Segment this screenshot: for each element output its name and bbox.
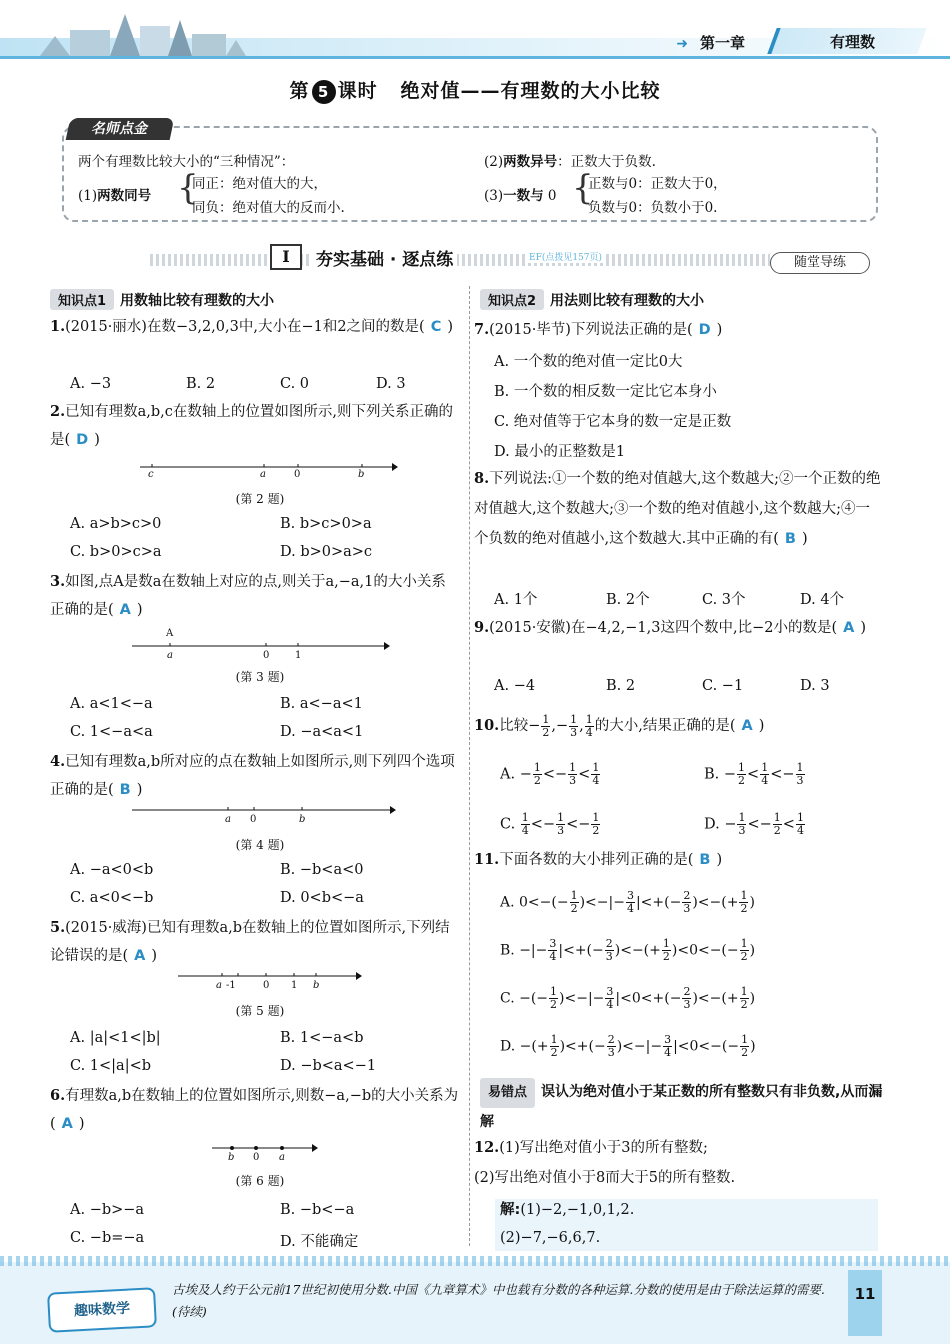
q5-label-am1: -1 bbox=[226, 980, 236, 991]
q5-number: 5. bbox=[50, 919, 66, 936]
case1-b: 同负：绝对值大的反而小. bbox=[192, 200, 345, 216]
q11-number: 11. bbox=[474, 851, 500, 868]
solution-line-1 bbox=[500, 1196, 634, 1224]
header-rule bbox=[0, 56, 950, 59]
q9-opt-d: D. 3 bbox=[800, 678, 830, 694]
case2-text: ：正数大于负数. bbox=[557, 154, 656, 170]
q8-answer: B bbox=[784, 531, 796, 547]
section-banner-bar bbox=[150, 254, 770, 266]
q9-answer: A bbox=[843, 620, 855, 636]
question-5: 5.(2015·威海)已知有理数a,b在数轴上的位置如图所示,下列结论错误的是( A ) bbox=[50, 919, 450, 964]
q3-label-A: A bbox=[166, 628, 174, 639]
q11-opt-a: A. 0<−(− $\frac{1}{2}$ )<−|− $\frac{3}{4}$ |<+(− $\frac{2}{3}$ )<−(+ $\frac{1}{2}$ ) bbox=[500, 889, 755, 915]
q2-label-a: a bbox=[260, 469, 266, 480]
arrow-icon: ➜ bbox=[676, 36, 688, 52]
q8-opt-a: A. 1个 bbox=[494, 592, 538, 608]
question-12 bbox=[474, 1134, 884, 1162]
case1-a: 同正：绝对值大的大， bbox=[192, 176, 327, 192]
q4-label-b: b bbox=[299, 814, 306, 825]
case3-a: 正数与0：正数大于0， bbox=[588, 176, 727, 192]
q5-opt-b: B. 1<−a<b bbox=[280, 1030, 364, 1046]
q2-label-b: b bbox=[358, 469, 365, 480]
page-number: 11 bbox=[848, 1270, 882, 1336]
q2-label-c: c bbox=[148, 469, 154, 480]
lesson-title: 绝对值——有理数的大小比较 bbox=[400, 80, 661, 102]
q6-label-a: a bbox=[279, 1152, 285, 1163]
q6-label-0: 0 bbox=[253, 1152, 260, 1163]
q2-caption: (第 2 题) bbox=[235, 492, 285, 506]
q12-number: 12. bbox=[474, 1139, 500, 1156]
q7-opt-c: C. 绝对值等于它本身的数一定是正数 bbox=[494, 414, 732, 430]
q9-opt-b: B. 2 bbox=[606, 678, 636, 694]
tips-intro: 两个有理数比较大小的“三种情况”： bbox=[78, 154, 295, 170]
q7-opt-b: B. 一个数的相反数一定比它本身小 bbox=[494, 384, 717, 400]
section-title: 夯实基础 · 逐点练 bbox=[312, 245, 457, 270]
question-10: 10.比较− $\frac{1}{2}$ ,− $\frac{1}{3}$ , $\frac{1}{4}$ 的大小,结果正确的是( A ) bbox=[474, 712, 765, 739]
q10-opt-b: B. − $\frac{1}{2}$ < $\frac{1}{4}$ <− $\frac{1}{3}$ bbox=[704, 761, 804, 787]
q8-number: 8. bbox=[474, 470, 490, 487]
q3-number: 3. bbox=[50, 573, 66, 590]
q3-caption: (第 3 题) bbox=[235, 670, 285, 684]
q4-caption: (第 4 题) bbox=[235, 838, 285, 852]
q2-answer: D bbox=[76, 432, 89, 448]
case1-bold: 两数同号 bbox=[97, 188, 152, 204]
q2-opt-a: A. a>b>c>0 bbox=[70, 516, 162, 532]
q2-opt-c: C. b>0>c>a bbox=[70, 544, 162, 560]
q4-label-a: a bbox=[225, 814, 231, 825]
question-3: 3.如图,点A是数a在数轴上对应的点,则关于a,−a,1的大小关系正确的是( A ) bbox=[50, 573, 446, 618]
q6-opt-c: C. −b=−a bbox=[70, 1230, 145, 1246]
case3-b: 负数与0：负数小于0. bbox=[588, 200, 718, 216]
section-ref: EF(点拨见157页) bbox=[526, 250, 605, 263]
q3-answer: A bbox=[119, 602, 131, 618]
q6-text: 有理数a,b在数轴上的位置如图所示,则数−a,−b的大小关系为( bbox=[50, 1088, 459, 1132]
tips-case3 bbox=[484, 184, 557, 204]
q8-text: 下列说法:①一个数的绝对值越大,这个数越大;②一个正数的绝对值越大,这个数越大;③一个数的绝对值越小,这个数越大;④一个负数的绝对值越小,这个数越大.其中正确的有( bbox=[474, 471, 881, 547]
q2-opt-b: B. b>c>0>a bbox=[280, 516, 372, 532]
case3-label: (3) bbox=[484, 188, 504, 204]
q10-tail: 的大小,结果正确的是( bbox=[594, 718, 736, 734]
q3-label-a: a bbox=[167, 650, 173, 661]
q5-opt-d: D. −b<a<−1 bbox=[280, 1058, 377, 1074]
q11-opt-d: D. −(+ $\frac{1}{2}$ )<+(− $\frac{2}{3}$ )<−|− $\frac{3}{4}$ |<0<−(− $\frac{1}{2}$ ) bbox=[500, 1033, 756, 1059]
q4-opt-a: A. −a<0<b bbox=[70, 862, 154, 878]
tips-case2 bbox=[484, 150, 656, 170]
q6-number: 6. bbox=[50, 1087, 66, 1104]
q10-lead: 比较 bbox=[499, 718, 529, 734]
q2-text: 已知有理数a,b,c在数轴上的位置如图所示,则下列关系正确的是( bbox=[50, 404, 454, 448]
q6-opt-b: B. −b<−a bbox=[280, 1202, 355, 1218]
question-2: 2.已知有理数a,b,c在数轴上的位置如图所示,则下列关系正确的是( D ) bbox=[50, 403, 454, 448]
q8-opt-c: C. 3个 bbox=[702, 592, 746, 608]
trap-title: 误认为绝对值小于某正数的所有整数只有非负数,从而漏解 bbox=[480, 1084, 883, 1130]
q4-answer: B bbox=[119, 782, 131, 798]
q10-opt-d: D. − $\frac{1}{3}$ <− $\frac{1}{2}$ < $\frac{1}{4}$ bbox=[704, 811, 804, 837]
q7-number: 7. bbox=[474, 321, 490, 338]
q11-opt-c: C. −(− $\frac{1}{2}$ )<−|− $\frac{3}{4}$ |<0<+(− $\frac{2}{3}$ )<−(+ $\frac{1}{2}$ ) bbox=[500, 985, 756, 1011]
q3-label-0: 0 bbox=[263, 650, 270, 661]
q1-opt-a: A. −3 bbox=[70, 376, 112, 392]
q10-opt-a: A. − $\frac{1}{2}$ <− $\frac{1}{3}$ < $\frac{1}{4}$ bbox=[500, 761, 600, 787]
question-9: 9.(2015·安徽)在−4,2,−1,3这四个数中,比−2小的数是( A ) bbox=[474, 619, 867, 636]
footer-text: 古埃及人约于公元前17世纪初使用分数.中国《九章算术》中也载有分数的各种运算.分数的使用是由于除法运算的需要.(待续) bbox=[172, 1282, 825, 1319]
q1-number: 1. bbox=[50, 318, 66, 335]
question-7: 7.(2015·毕节)下列说法正确的是( D ) bbox=[474, 321, 723, 338]
q6-opt-d: D. 不能确定 bbox=[280, 1234, 359, 1250]
q9-opt-a: A. −4 bbox=[494, 678, 536, 694]
q5-label-1: 1 bbox=[291, 980, 298, 991]
q4-number-line bbox=[132, 802, 398, 818]
q5-caption: (第 5 题) bbox=[235, 1004, 285, 1018]
q7-text: (2015·毕节)下列说法正确的是( bbox=[489, 322, 693, 338]
q1-answer: C bbox=[430, 319, 442, 335]
question-8: 8.下列说法:①一个数的绝对值越大,这个数越大;②一个正数的绝对值越大,这个数越大;③一个数的绝对值越小,这个数越大;④一个负数的绝对值越小,这个数越大.其中正确的有( B ) bbox=[474, 470, 881, 547]
solution-1: (1)−2,−1,0,1,2. bbox=[520, 1202, 635, 1218]
brace-icon: { bbox=[177, 168, 199, 208]
q2-label-0: 0 bbox=[294, 469, 301, 480]
q11-text: 下面各数的大小排列正确的是( bbox=[499, 852, 694, 868]
page-title bbox=[0, 76, 950, 104]
q3-text: 如图,点A是数a在数轴上对应的点,则关于a,−a,1的大小关系正确的是( bbox=[50, 574, 446, 618]
q11-answer: B bbox=[699, 852, 711, 868]
q12-part-a: (1)写出绝对值小于3的所有整数; bbox=[499, 1140, 708, 1156]
kp2-title: 用法则比较有理数的大小 bbox=[550, 293, 705, 309]
case1-label: (1) bbox=[78, 188, 98, 204]
q5-answer: A bbox=[134, 948, 146, 964]
q4-opt-b: B. −b<a<0 bbox=[280, 862, 364, 878]
q10-opt-c: C. $\frac{1}{4}$ <− $\frac{1}{3}$ <− $\frac{1}{2}$ bbox=[500, 811, 600, 837]
footer-wave bbox=[0, 1256, 950, 1266]
q10-number: 10. bbox=[474, 717, 500, 734]
q5-opt-a: A. |a|<1<|b| bbox=[70, 1030, 161, 1046]
tips-case1 bbox=[78, 184, 151, 204]
q10-answer: A bbox=[741, 718, 753, 734]
lesson-number: 5 bbox=[312, 80, 336, 104]
q9-text: (2015·安徽)在−4,2,−1,3这四个数中,比−2小的数是( bbox=[489, 620, 838, 636]
q4-label-0: 0 bbox=[250, 814, 257, 825]
tips-tab: 名师点金 bbox=[66, 118, 175, 140]
q9-opt-c: C. −1 bbox=[702, 678, 744, 694]
case2-bold: 两数异号 bbox=[503, 154, 558, 170]
kp2-tag: 知识点2 bbox=[480, 289, 544, 310]
case3-bold: 一数与 bbox=[503, 188, 544, 204]
q1-opt-d: D. 3 bbox=[376, 376, 406, 392]
q5-label-a: a bbox=[216, 980, 222, 991]
lesson-suffix: 课时 bbox=[337, 80, 378, 102]
q8-opt-b: B. 2个 bbox=[606, 592, 650, 608]
column-divider bbox=[469, 286, 470, 1246]
q6-answer: A bbox=[61, 1116, 73, 1132]
q9-number: 9. bbox=[474, 619, 490, 636]
fun-math-badge: 趣味数学 bbox=[47, 1287, 157, 1333]
q5-label-b: b bbox=[313, 980, 320, 991]
trap-heading bbox=[480, 1078, 884, 1136]
q4-opt-d: D. 0<b<−a bbox=[280, 890, 364, 906]
q4-text: 已知有理数a,b所对应的点在数轴上如图所示,则下列四个选项正确的是( bbox=[50, 754, 455, 798]
q3-opt-d: D. −a<a<1 bbox=[280, 724, 364, 740]
q5-label-0: 0 bbox=[263, 980, 270, 991]
q5-opt-c: C. 1<|a|<b bbox=[70, 1058, 152, 1074]
subject-label: 有理数 bbox=[829, 33, 875, 51]
q12-part-b: (2)写出绝对值小于8而大于5的所有整数. bbox=[474, 1170, 736, 1186]
q1-opt-b: B. 2 bbox=[186, 376, 216, 392]
chapter-label: 第一章 bbox=[699, 34, 745, 52]
q3-label-1: 1 bbox=[295, 650, 302, 661]
q4-number: 4. bbox=[50, 753, 66, 770]
q4-opt-c: C. a<0<−b bbox=[70, 890, 154, 906]
q8-opt-d: D. 4个 bbox=[800, 592, 845, 608]
section-roman: I bbox=[270, 244, 302, 270]
kp1-heading bbox=[50, 289, 274, 310]
q6-caption: (第 6 题) bbox=[235, 1174, 285, 1188]
q3-opt-a: A. a<1<−a bbox=[70, 696, 153, 712]
q2-number: 2. bbox=[50, 403, 66, 420]
q5-number-line bbox=[178, 968, 364, 984]
solution-label: 解: bbox=[500, 1202, 521, 1218]
q3-opt-c: C. 1<−a<a bbox=[70, 724, 153, 740]
question-6: 6.有理数a,b在数轴上的位置如图所示,则数−a,−b的大小关系为( A ) bbox=[50, 1087, 459, 1132]
q3-opt-b: B. a<−a<1 bbox=[280, 696, 363, 712]
solution-2: (2)−7,−6,6,7. bbox=[500, 1230, 601, 1246]
q6-label-b: b bbox=[228, 1152, 235, 1163]
q7-opt-d: D. 最小的正整数是1 bbox=[494, 444, 626, 460]
case2-label: (2) bbox=[484, 154, 504, 170]
question-11: 11.下面各数的大小排列正确的是( B ) bbox=[474, 851, 723, 868]
question-1: 1.(2015·丽水)在数−3,2,0,3中,大小在−1和2之间的数是( C ) bbox=[50, 318, 454, 335]
kp2-heading bbox=[480, 289, 704, 310]
q1-text: (2015·丽水)在数−3,2,0,3中,大小在−1和2之间的数是( bbox=[65, 319, 425, 335]
q11-opt-b: B. −|− $\frac{3}{4}$ |<+(− $\frac{2}{3}$ )<−(+ $\frac{1}{2}$ )<0<−(− $\frac{1}{2}$ ) bbox=[500, 937, 756, 963]
q7-opt-a: A. 一个数的绝对值一定比0大 bbox=[494, 354, 683, 370]
question-4: 4.已知有理数a,b所对应的点在数轴上如图所示,则下列四个选项正确的是( B ) bbox=[50, 753, 455, 798]
q7-answer: D bbox=[698, 322, 711, 338]
q6-opt-a: A. −b>−a bbox=[70, 1202, 145, 1218]
q2-opt-d: D. b>0>a>c bbox=[280, 544, 373, 560]
case3-zero: 0 bbox=[547, 188, 557, 204]
kp1-tag: 知识点1 bbox=[50, 289, 114, 310]
kp1-title: 用数轴比较有理数的大小 bbox=[120, 293, 275, 309]
q5-text: (2015·威海)已知有理数a,b在数轴上的位置如图所示,下列结论错误的是( bbox=[50, 920, 450, 964]
trap-tag: 易错点 bbox=[480, 1078, 535, 1108]
brace-icon: { bbox=[572, 168, 594, 208]
lesson-prefix: 第 bbox=[289, 80, 310, 102]
guide-badge: 随堂导练 bbox=[770, 252, 870, 274]
q1-opt-c: C. 0 bbox=[280, 376, 310, 392]
